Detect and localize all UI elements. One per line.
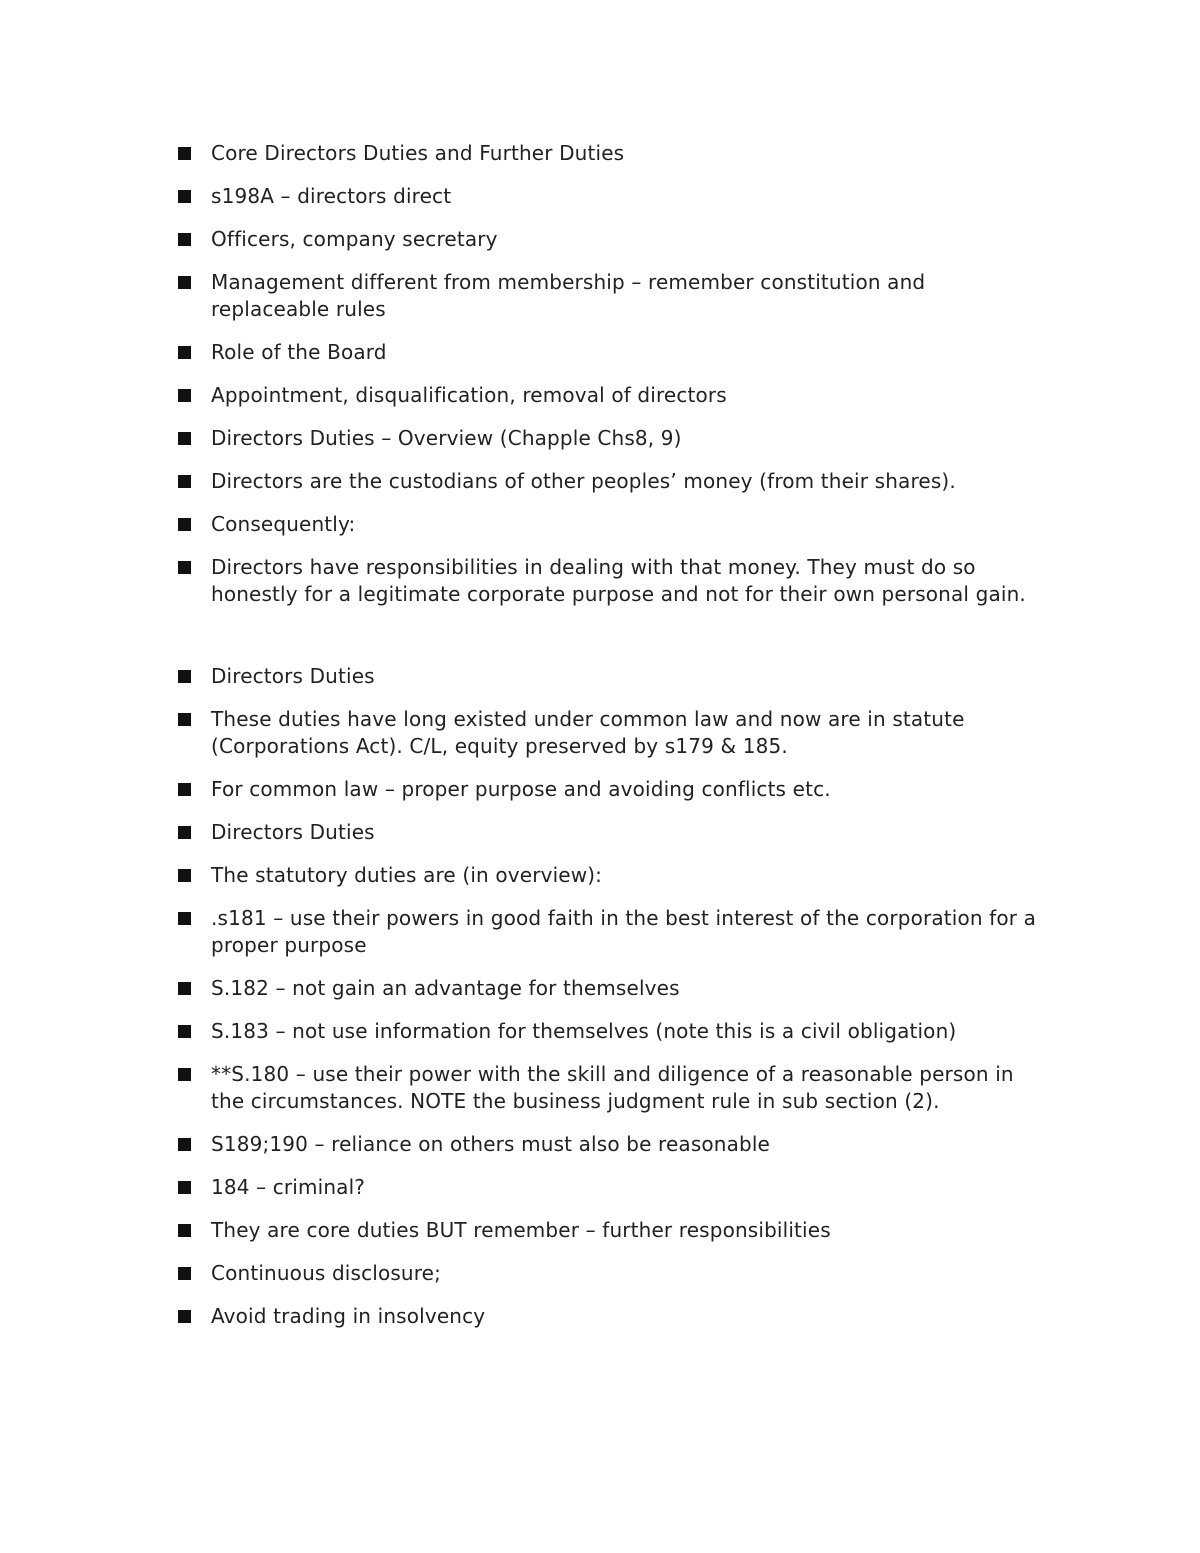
square-bullet-icon [178,561,191,574]
list-item [178,382,1048,409]
square-bullet-icon [178,912,191,925]
list-item [178,663,1048,690]
list-item-text: Directors have responsibilities in dealing with that money. They must do so honestly for a legitimate corporate purpose and not for their own personal gain. [211,555,1026,606]
square-bullet-icon [178,1138,191,1151]
square-bullet-icon [178,826,191,839]
square-bullet-icon [178,1025,191,1038]
square-bullet-icon [178,1310,191,1323]
square-bullet-icon [178,1267,191,1280]
list-item-text: **S.180 – use their power with the skill and diligence of a reasonable person in the circumstances. NOTE the business judgment rule in sub section (2). [211,1062,1014,1113]
square-bullet-icon [178,982,191,995]
square-bullet-icon [178,190,191,203]
list-item [178,706,1048,760]
list-item-text: Consequently: [211,512,356,536]
list-item-text: S.183 – not use information for themselves (note this is a civil obligation) [211,1019,957,1043]
list-item [178,339,1048,366]
list-item [178,468,1048,495]
list-item-text: Directors Duties – Overview (Chapple Chs8, 9) [211,426,682,450]
bullet-list [178,140,1048,1346]
list-item [178,1217,1048,1244]
list-item [178,905,1048,959]
list-item-text: The statutory duties are (in overview): [211,863,603,887]
list-item [178,776,1048,803]
list-item [178,1303,1048,1330]
list-item [178,1061,1048,1115]
square-bullet-icon [178,869,191,882]
square-bullet-icon [178,432,191,445]
list-item [178,183,1048,210]
list-item [178,140,1048,167]
square-bullet-icon [178,783,191,796]
list-item-text: Directors are the custodians of other peoples’ money (from their shares). [211,469,956,493]
square-bullet-icon [178,1068,191,1081]
list-item [178,975,1048,1002]
list-item-text: Directors Duties [211,664,375,688]
square-bullet-icon [178,346,191,359]
list-item-text: S189;190 – reliance on others must also be reasonable [211,1132,771,1156]
square-bullet-icon [178,1224,191,1237]
list-item-text: 184 – criminal? [211,1175,366,1199]
square-bullet-icon [178,233,191,246]
square-bullet-icon [178,670,191,683]
square-bullet-icon [178,518,191,531]
list-item [178,1131,1048,1158]
square-bullet-icon [178,147,191,160]
list-item-text: Appointment, disqualification, removal of directors [211,383,727,407]
list-item [178,1018,1048,1045]
square-bullet-icon [178,713,191,726]
list-item-text: Directors Duties [211,820,375,844]
list-item-text: For common law – proper purpose and avoiding conflicts etc. [211,777,831,801]
square-bullet-icon [178,1181,191,1194]
list-item [178,554,1048,608]
list-item [178,511,1048,538]
square-bullet-icon [178,475,191,488]
square-bullet-icon [178,276,191,289]
list-item [178,425,1048,452]
list-item [178,226,1048,253]
list-item-text: Management different from membership – remember constitution and replaceable rules [211,270,926,321]
list-item-text: Core Directors Duties and Further Duties [211,141,625,165]
list-item-text: These duties have long existed under common law and now are in statute (Corporations Act). C/L, equity preserved by s179 & 185. [211,707,965,758]
list-item-text: Officers, company secretary [211,227,498,251]
list-item [178,819,1048,846]
list-item-text: .s181 – use their powers in good faith in the best interest of the corporation for a proper purpose [211,906,1037,957]
list-item [178,1260,1048,1287]
square-bullet-icon [178,389,191,402]
list-item-text: S.182 – not gain an advantage for themselves [211,976,680,1000]
list-item-text: They are core duties BUT remember – further responsibilities [211,1218,831,1242]
list-item-text: Avoid trading in insolvency [211,1304,486,1328]
list-item-text: Continuous disclosure; [211,1261,441,1285]
list-item-text: s198A – directors direct [211,184,452,208]
list-item [178,1174,1048,1201]
list-item [178,269,1048,323]
list-item-text: Role of the Board [211,340,387,364]
list-item [178,862,1048,889]
